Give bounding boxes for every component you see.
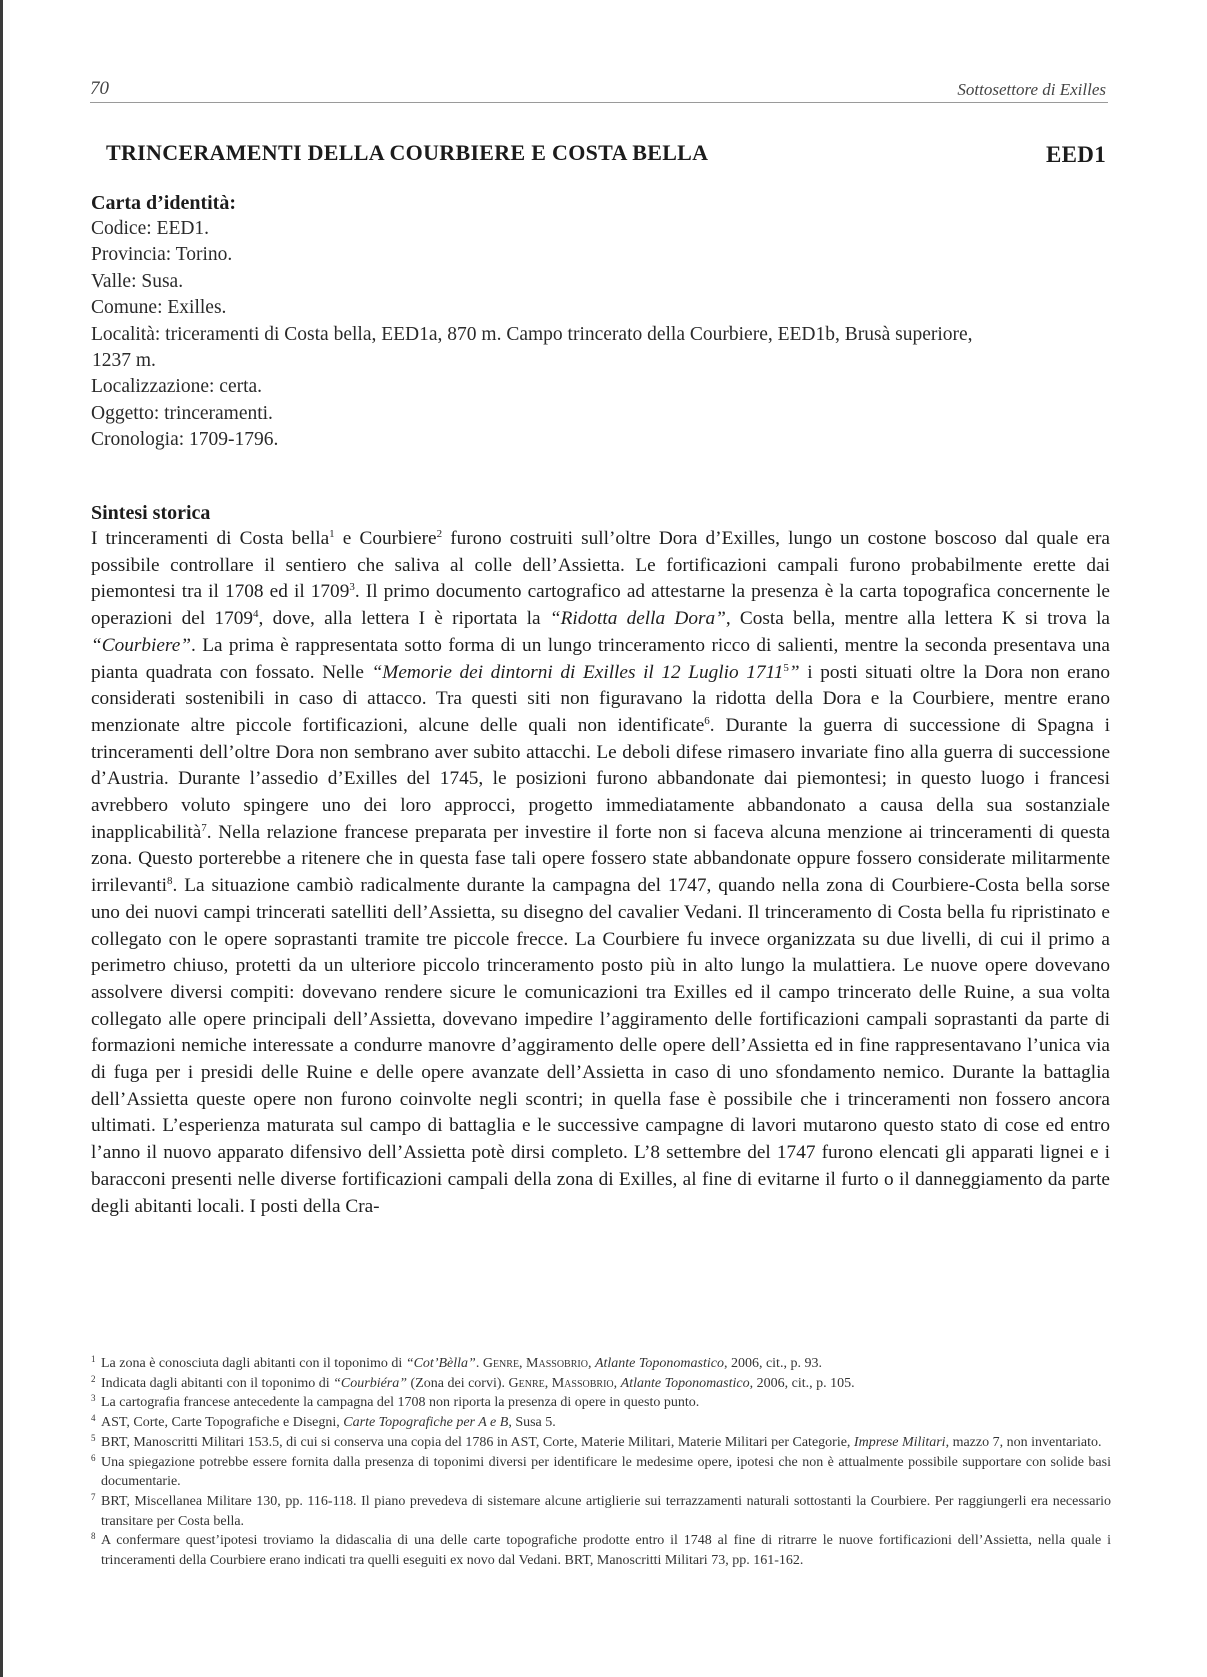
summary-text-2: e Courbiere — [334, 528, 437, 549]
footnote: 1 La zona è conosciuta dagli abitanti con il toponimo di “Cot’Bèlla”. Genre, Massobrio, Atlante Toponomastico, 2006, cit., p. 93. — [91, 1354, 822, 1371]
footnote: 4 AST, Corte, Carte Topografiche e Disegni, Carte Topografiche per A e B, Susa 5. — [91, 1413, 556, 1431]
footnote-ref-6: 6 — [704, 714, 710, 727]
identity-provincia: Provincia: Torino. — [91, 244, 233, 266]
footnote-ref-4: 4 — [253, 608, 259, 621]
identity-comune: Comune: Exilles. — [91, 297, 227, 319]
summary-text-9: . La prima è rappresentata sotto forma di un lungo trinceramento ricco di salienti, mentre la seconda presentava una pianta quadrata con fossato. Nelle — [91, 634, 1110, 683]
identity-oggetto: Oggetto: trinceramenti. — [91, 402, 273, 424]
identity-cronologia: Cronologia: 1709-1796. — [91, 429, 279, 451]
section-title: Sottosettore di Exilles — [957, 80, 1106, 99]
footnote: 8 A confermare quest’ipotesi troviamo la didascalia di una delle carte topografiche prodotte entro il 1748 al fine di ritrarre le nuove fortificazioni dell’Assietta, nella quale i trinceramenti della Courbiere erano indicati tra quelli eseguiti ex novo dal Vedani. BRT, Manoscritti Militari 73, pp. 161-162. — [91, 1531, 1111, 1569]
footnote-ref-7: 7 — [201, 821, 207, 834]
article-title: TRINCERAMENTI DELLA COURBIERE E COSTA BELLA — [106, 140, 709, 165]
identity-localizzazione: Localizzazione: certa. — [91, 376, 263, 398]
identity-card — [91, 190, 1110, 454]
footnote: 2 Indicata dagli abitanti con il toponimo di “Courbiéra” (Zona dei corvi). Genre, Massobrio, Atlante Toponomastico, 2006, cit., p. 105. — [91, 1373, 855, 1391]
summary-text-5: , dove, alla lettera I è riportata la — [258, 608, 550, 630]
identity-localita: Località: triceramenti di Costa bella, EED1a, 870 m. Campo trincerato della Courbiere, EED1b, Brusà superiore, — [91, 323, 973, 345]
running-header — [90, 74, 1108, 103]
footnote: 5 BRT, Manoscritti Militari 153.5, di cui si conserva una copia del 1786 in AST, Corte, Materie Militari, Materie Militari per Categorie, Imprese Militari, mazzo 7, non inventariato. — [91, 1432, 1102, 1450]
footnote-ref-2: 2 — [436, 528, 443, 540]
summary-text-15: . La situazione cambiò radicalmente durante la campagna del 1747, quando nella zona di Courbiere-Costa bella sorse uno dei nuovi campi trincerati satelliti dell’Assietta, su disegno del cavalier Vedani. Il trinceramento di Costa bella fu ripristinato e collegato con le opere soprastanti tramite tre piccole frecce. La Courbiere fu invece organizzata su due livelli, di cui il primo a perimetro chiuso, protetti da un ulteriore piccolo trinceramento posto più in alto lungo la mulattiera. Le nuove opere dovevano assolvere diversi compiti: dovevano rendere sicure le comunicazioni tra Exilles ed il campo trincerato delle Ruine, a sua volta collegato alle opere principali dell’Assietta, dovevano impedire l’aggiramento delle fortificazioni campali soprastanti da parte di formazioni nemiche interessate a condurre manovre d’aggiramento delle opere dell’Assietta ed in fine rappresentavano l’unica via di fuga per i presidi delle Ruine e delle opere avanzate dell’Assietta in caso di uno sfondamento nemico. Durante la battaglia dell’Assietta queste opere non furono coinvolte negli scontri; in quella fase è possibile che i trinceramenti non fossero ancora ultimati. L’esperienza maturata sul campo di battaglia e le successive campagne di lavori mutarono questo stato di cose ed entro l’anno il nuovo apparato difensivo dell’Assietta potè dirsi completo. L’8 settembre del 1747 furono elencati gli apparati lignei e i baracconi presenti nelle diverse fortificazioni campali della zona di Exilles, al fine di evitarne il furto o il danneggiamento da parte degli abitanti locali. I posti della Cra- — [91, 875, 1110, 1217]
identity-localita-cont: 1237 m. — [92, 350, 156, 372]
footnote: 7 BRT, Miscellanea Militare 130, pp. 116-118. Il piano prevedeva di sistemare alcune artiglierie sui terrazzamenti naturali sottostanti la Courbiere. Per raggiungerli era necessario transitare per Costa bella. — [91, 1491, 1111, 1529]
footnote: 6 Una spiegazione potrebbe essere fornita dalla presenza di toponimi diversi per identificare le medesime opere, ipotesi che non è attualmente possibile supportare con solide basi documentarie. — [91, 1452, 1111, 1490]
identity-heading: Carta d’identità: — [91, 192, 236, 214]
summary-quote-close: ” — [788, 661, 800, 683]
page-number: 70 — [90, 78, 109, 99]
summary-text-4: . Il primo documento cartografico ad attestarne la presenza è la carta topografica concernente le operazioni del 1709 — [91, 581, 1110, 630]
summary-text-12: i posti situati oltre la Dora non erano considerati sostenibili in caso di attacco. Tra questi siti non figuravano la ridotta della Dora e la Courbiere, mentre erano menzionate altre piccole fortificazioni, alcune delle quali non identificate — [91, 661, 1110, 736]
summary-text-3: furono costruiti sull’oltre Dora d’Exilles, lungo un costone boscoso dal quale era possibile controllare il sentiero che saliva al colle dell’Assietta. Le fortificazioni campali furono probabilmente erette dai piemontesi tra il 1708 ed il 1709 — [91, 528, 1110, 603]
summary-text-14: . Nella relazione francese preparata per investire il forte non si faceva alcuna menzione ai trinceramenti di questa zona. Questo porterebbe a ritenere che in questa fase tali opere fossero state abbandonate oppure fossero considerate militarmente irrilevanti — [91, 821, 1110, 897]
identity-codice: Codice: EED1. — [91, 218, 210, 239]
footnote: 3 La cartografia francese antecedente la campagna del 1708 non riporta la presenza di opere in questo punto. — [91, 1393, 700, 1411]
summary-heading: Sintesi storica — [91, 502, 211, 524]
identity-list — [91, 216, 1110, 454]
summary-paragraph — [91, 526, 1110, 1220]
footnotes — [91, 1354, 1111, 1571]
summary-text-1: I trinceramenti di Costa bella — [91, 528, 330, 549]
footnote-ref-3: 3 — [349, 581, 355, 594]
article-code: EED1 — [1046, 142, 1106, 167]
footnote-ref-8: 8 — [167, 875, 173, 888]
summary-quote-courbiere: “Courbiere” — [91, 634, 191, 656]
footnote-ref-1: 1 — [329, 528, 335, 540]
summary-text-13: . Durante la guerra di successione di Spagna i trinceramenti dell’oltre Dora non sembrano aver subito attacchi. Le deboli difese rimasero invariate fino alla guerra di successione d’Austria. Durante l’assedio d’Exilles del 1745, le posizioni furono abbandonate dai piemontesi; in questo luogo i francesi avrebbero voluto spingere uno dei loro approcci, progetto immediatamente abbandonato a causa della sua sostanziale inapplicabilità — [91, 714, 1110, 843]
summary-quote-memorie: “Memorie dei dintorni di Exilles il 12 Luglio 1711 — [371, 661, 784, 683]
page-edge-rule — [0, 0, 3, 1677]
summary-quote-ridotta: “Ridotta della Dora” — [549, 608, 726, 630]
historical-summary — [91, 500, 1110, 1220]
identity-valle: Valle: Susa. — [91, 270, 184, 292]
footnote-ref-5: 5 — [783, 661, 789, 674]
article-title-row — [106, 140, 1106, 172]
summary-text-7: , Costa bella, mentre alla lettera K si trova la — [725, 608, 1110, 630]
